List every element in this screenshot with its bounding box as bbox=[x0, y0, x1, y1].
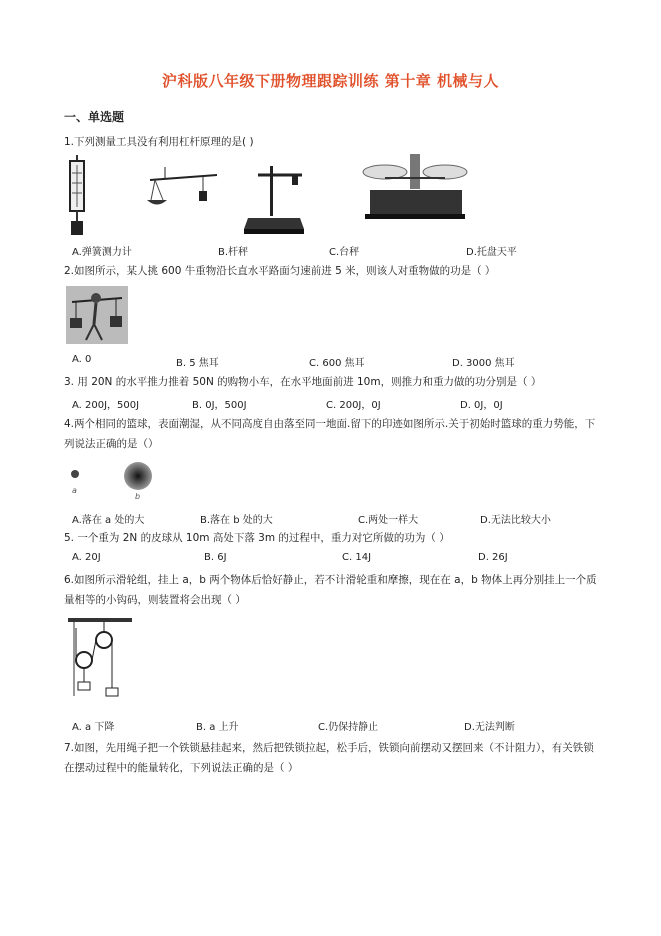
question-7-text: 7.如图，先用绳子把一个铁锁悬挂起来，然后把铁锁拉起，松手后，铁锁向前摆动又摆回来（不计阻力），有关铁锁在摆动过程中的能量转化，下列说法正确的是（ ） bbox=[64, 742, 594, 774]
option-b[interactable]: B. 6J bbox=[204, 552, 227, 563]
option-b[interactable]: B. 5 焦耳 bbox=[176, 358, 219, 369]
page-title: 沪科版八年级下册物理跟踪训练 第十章 机械与人 bbox=[162, 72, 499, 90]
option-b[interactable]: B. 0J，500J bbox=[192, 400, 247, 411]
option-a[interactable]: A. 20J bbox=[72, 552, 101, 563]
option-b[interactable]: B.落在 b 处的大 bbox=[200, 515, 273, 526]
option-a[interactable]: A. 0 bbox=[72, 354, 92, 365]
question-5-options bbox=[72, 552, 592, 568]
question-3-text: 3. 用 20N 的水平推力推着 50N 的购物小车，在水平地面前进 10m，则推力和重力做的功分别是（ ） bbox=[64, 376, 542, 388]
question-2-options bbox=[72, 354, 592, 370]
mark-a-label: a bbox=[72, 486, 77, 495]
question-6-text: 6.如图所示滑轮组，挂上 a，b 两个物体后恰好静止，若不计滑轮重和摩擦，现在在 a，b 物体上再分别挂上一个质量相等的小钩码，则装置将会出现（ ） bbox=[64, 574, 597, 606]
question-5-text: 5. 一个重为 2N 的皮球从 10m 高处下落 3m 的过程中，重力对它所做的功为（ ） bbox=[64, 532, 450, 544]
option-d[interactable]: D.无法判断 bbox=[464, 722, 515, 733]
option-d[interactable]: D.托盘天平 bbox=[466, 247, 517, 258]
option-d[interactable]: D. 26J bbox=[478, 552, 508, 563]
option-c[interactable]: C. 600 焦耳 bbox=[309, 358, 365, 369]
question-4-options bbox=[72, 511, 592, 527]
section-heading: 一、单选题 bbox=[64, 110, 125, 124]
option-d[interactable]: D.无法比较大小 bbox=[480, 515, 551, 526]
option-c[interactable]: C. 14J bbox=[342, 552, 372, 563]
question-2-text: 2.如图所示，某人挑 600 牛重物沿长直水平路面匀速前进 5 米，则该人对重物做的功是（ ） bbox=[64, 265, 496, 277]
platform-scale-image bbox=[240, 163, 305, 242]
option-b[interactable]: B. a 上升 bbox=[196, 722, 239, 733]
option-c[interactable]: C.两处一样大 bbox=[358, 515, 419, 526]
option-c[interactable]: C. 200J，0J bbox=[326, 400, 381, 411]
option-b[interactable]: B.杆秤 bbox=[218, 247, 249, 258]
spring-scale-image bbox=[62, 155, 92, 241]
option-a[interactable]: A.落在 a 处的大 bbox=[72, 515, 145, 526]
option-a[interactable]: A. a 下降 bbox=[72, 722, 115, 733]
question-4-text: 4.两个相同的篮球，表面潮湿，从不同高度自由落至同一地面.留下的印迹如图所示.关于初始时篮球的重力势能，下列说法正确的是（） bbox=[64, 418, 596, 450]
mark-b-label: b bbox=[135, 492, 141, 501]
option-d[interactable]: D. 0J，0J bbox=[460, 400, 503, 411]
option-a[interactable]: A. 200J，500J bbox=[72, 400, 140, 411]
steelyard-image bbox=[145, 165, 220, 229]
option-c[interactable]: C.仍保持静止 bbox=[318, 722, 379, 733]
question-6-options bbox=[72, 718, 592, 734]
ball-marks-image bbox=[66, 462, 166, 504]
option-d[interactable]: D. 3000 焦耳 bbox=[452, 358, 515, 369]
option-c[interactable]: C.台秤 bbox=[329, 247, 360, 258]
question-3-options bbox=[72, 396, 592, 412]
question-1-text: 1.下列测量工具没有利用杠杆原理的是( ) bbox=[64, 136, 254, 148]
balance-scale-image bbox=[360, 152, 470, 226]
carrying-load-image bbox=[66, 286, 128, 348]
pulley-system-image bbox=[64, 618, 136, 712]
option-a[interactable]: A.弹簧测力计 bbox=[72, 247, 132, 258]
question-1-options bbox=[72, 243, 592, 259]
